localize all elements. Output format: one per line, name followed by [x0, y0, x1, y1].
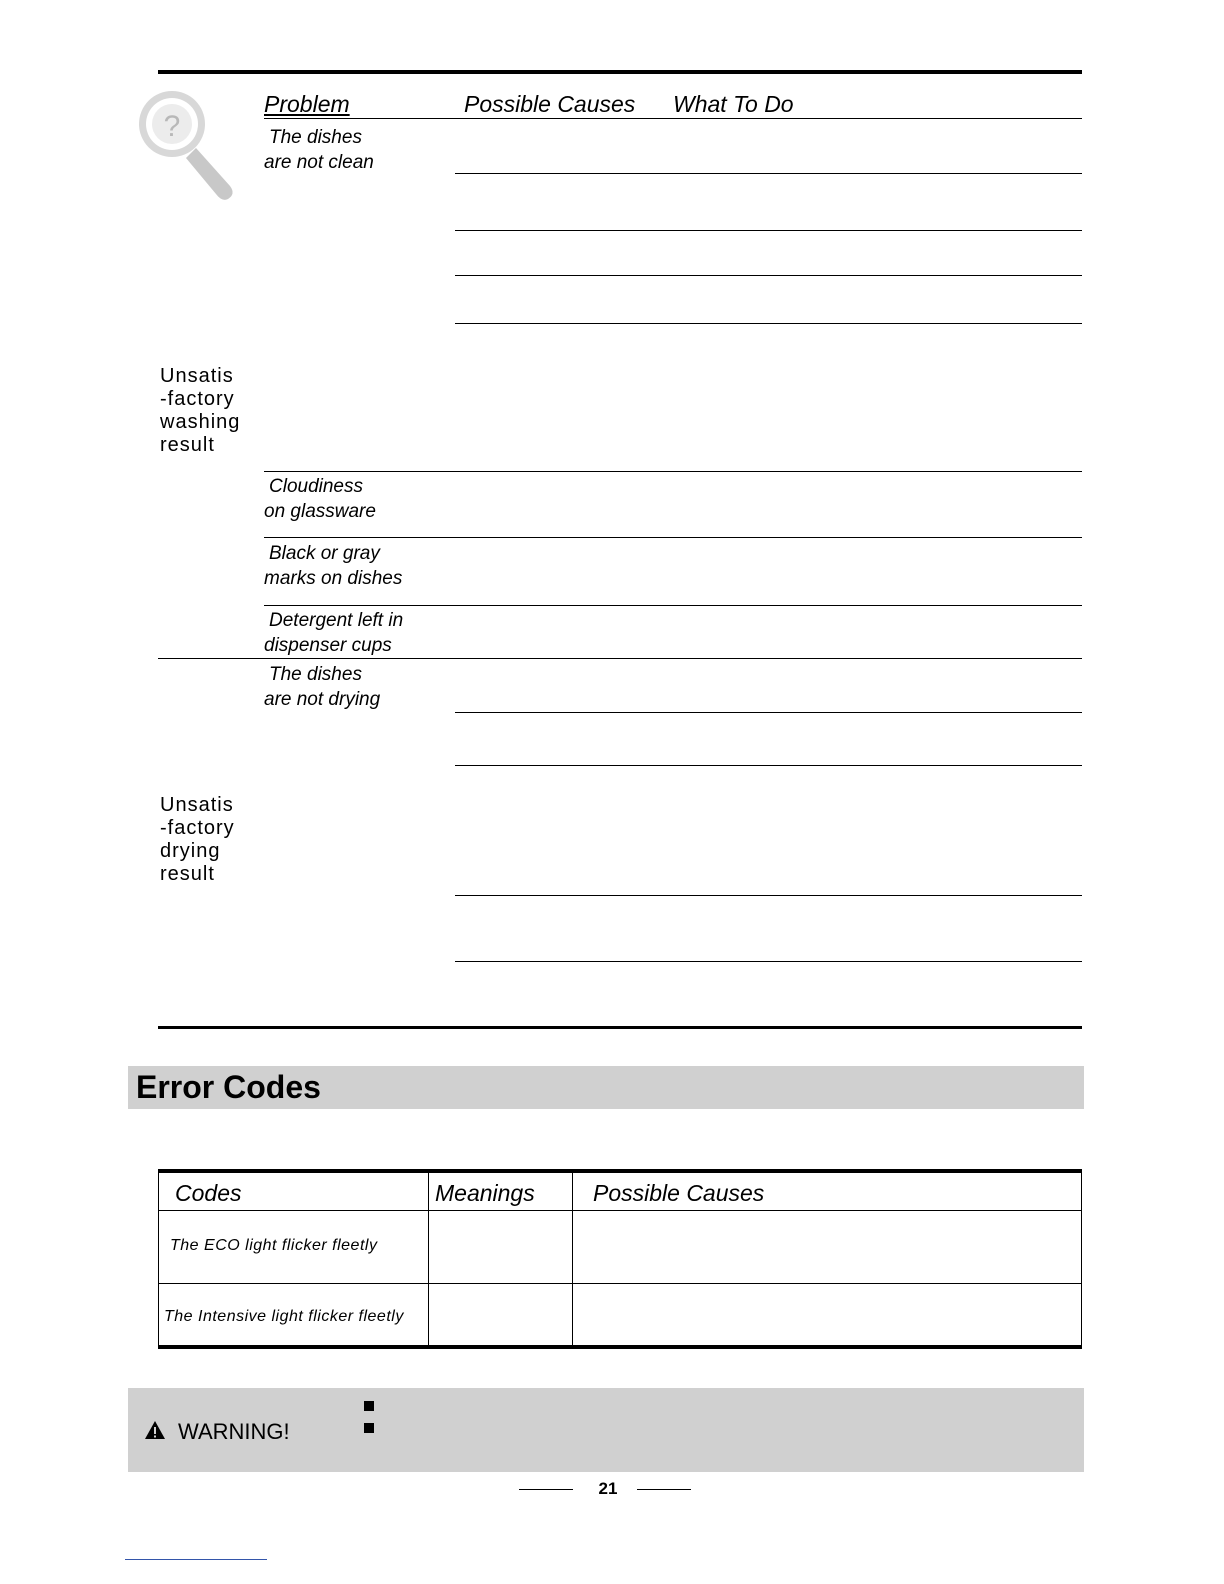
cause-divider [455, 173, 1082, 174]
header-meanings: Meanings [435, 1180, 535, 1206]
problem-cloudiness-on-glassware: Cloudiness on glassware [264, 476, 376, 522]
header-codes: Codes [175, 1180, 242, 1206]
cause-divider [455, 895, 1082, 896]
header-possible-causes: Possible Causes [593, 1180, 765, 1206]
error-code-eco: The ECO light flicker fleetly [170, 1237, 378, 1254]
square-bullet-icon [364, 1423, 374, 1433]
column-header-problem: Problem [264, 91, 350, 117]
header-rule [264, 118, 1082, 119]
square-bullet-icon [364, 1401, 374, 1411]
category-washing-result: Unsatis -factory washing result [160, 365, 241, 456]
cause-divider [455, 961, 1082, 962]
table-top-rule [158, 70, 1082, 74]
table-bottom-rule [158, 1026, 1082, 1029]
cause-divider [455, 712, 1082, 713]
warning-band [128, 1388, 1084, 1472]
page-number: 21 [598, 1479, 618, 1498]
row-separator [159, 1283, 1081, 1284]
problem-divider [264, 605, 1082, 606]
problem-detergent-left: Detergent left in dispenser cups [264, 610, 404, 656]
svg-text:?: ? [163, 110, 181, 143]
column-header-possible-causes: Possible Causes [464, 91, 636, 117]
cause-divider [455, 230, 1082, 231]
cause-divider [455, 275, 1082, 276]
section-title: Error Codes [136, 1069, 321, 1105]
category-drying-result: Unsatis -factory drying result [160, 794, 235, 885]
problem-black-gray-marks: Black or gray marks on dishes [264, 543, 403, 589]
magnifier-question-icon [132, 86, 244, 206]
category-divider [158, 658, 1082, 659]
footer-rule-right [637, 1489, 691, 1490]
warning-label: WARNING! [178, 1419, 290, 1444]
cause-divider [455, 323, 1082, 324]
error-code-intensive: The Intensive light flicker fleetly [164, 1308, 404, 1325]
column-separator [428, 1173, 429, 1345]
error-codes-table [158, 1169, 1082, 1349]
column-header-what-to-do: What To Do [673, 91, 794, 117]
column-separator [572, 1173, 573, 1345]
error-codes-heading-band [128, 1066, 1084, 1109]
footer-rule-left [519, 1489, 573, 1490]
problem-divider [264, 537, 1082, 538]
problem-dishes-not-clean: The dishes are not clean [264, 127, 374, 173]
row-separator [159, 1210, 1081, 1211]
problem-divider [264, 471, 1082, 472]
problem-dishes-not-drying: The dishes are not drying [264, 664, 381, 710]
warning-triangle-icon [144, 1420, 166, 1440]
footnote-separator [125, 1559, 267, 1560]
cause-divider [455, 765, 1082, 766]
